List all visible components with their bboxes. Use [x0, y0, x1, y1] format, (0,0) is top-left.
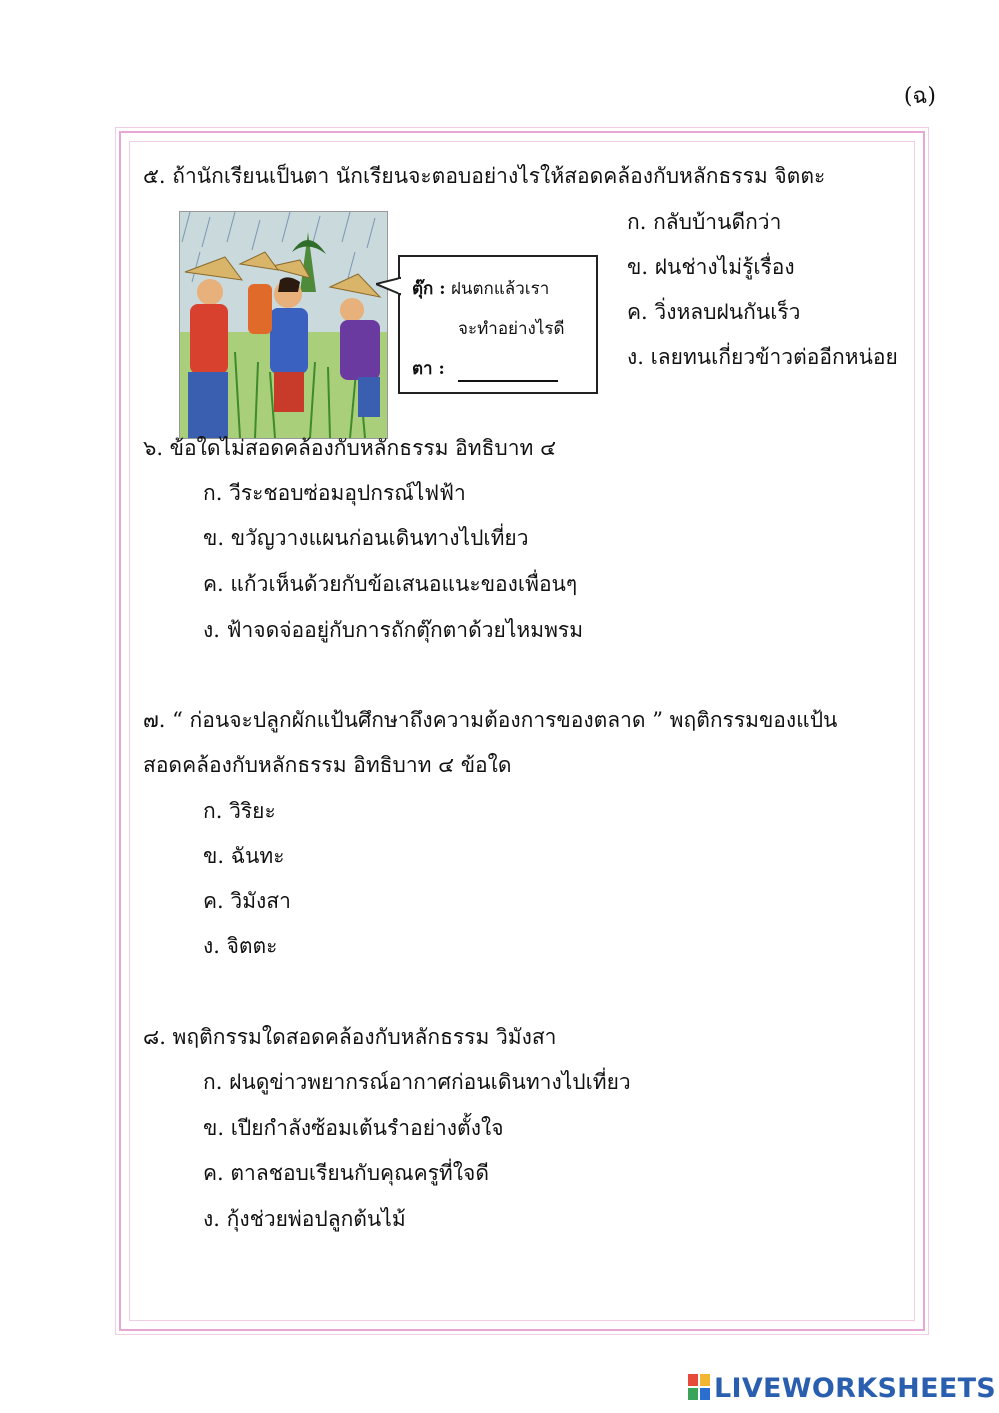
q6-option-b[interactable]: ข. ขวัญวางแผนก่อนเดินทางไปเที่ยว [203, 526, 529, 550]
bubble-line-2: จะทำอย่างไรดี [458, 319, 565, 339]
q7-option-b[interactable]: ข. ฉันทะ [203, 844, 285, 868]
question-8: ๘. พฤติกรรมใดสอดคล้องกับหลักธรรม วิมังสา [143, 1025, 557, 1049]
question-7-line-1: ๗. “ ก่อนจะปลูกผักแป้นศึกษาถึงความต้องการของตลาด ” พฤติกรรมของแป้น [143, 708, 838, 732]
q7-option-d[interactable]: ง. จิตตะ [203, 934, 278, 958]
q7-option-a[interactable]: ก. วิริยะ [203, 799, 276, 823]
q6-option-c[interactable]: ค. แก้วเห็นด้วยกับข้อเสนอแนะของเพื่อนๆ [203, 572, 578, 596]
speaker-ta: ตา : [412, 359, 445, 379]
question-7-line-2: สอดคล้องกับหลักธรรม อิทธิบาท ๔ ข้อใด [143, 753, 512, 777]
q5-option-b[interactable]: ข. ฝนช่างไม่รู้เรื่อง [627, 255, 795, 279]
bubble-pointer [376, 276, 402, 300]
liveworksheets-logo-icon [688, 1374, 710, 1400]
speech-bubble [398, 255, 598, 394]
rain-farmers-picture [180, 212, 387, 438]
q8-option-d[interactable]: ง. กุ้งช่วยพ่อปลูกต้นไม้ [203, 1207, 406, 1231]
page-label: (ฉ) [903, 84, 936, 109]
rice-harvest-rain-illustration [179, 211, 388, 439]
question-5: ๕. ถ้านักเรียนเป็นตา นักเรียนจะตอบอย่างไรให้สอดคล้องกับหลักธรรม จิตตะ [143, 164, 826, 188]
q5-option-a[interactable]: ก. กลับบ้านดีกว่า [627, 210, 782, 234]
liveworksheets-logo[interactable] [688, 1373, 996, 1404]
logo-text: LIVEWORKSHEETS [714, 1373, 997, 1404]
speaker-tuk: ตุ๊ก : [412, 279, 446, 299]
q6-option-d[interactable]: ง. ฟ้าจดจ่ออยู่กับการถักตุ๊กตาด้วยไหมพรม [203, 618, 584, 642]
q8-option-c[interactable]: ค. ตาลชอบเรียนกับคุณครูที่ใจดี [203, 1161, 489, 1185]
q6-option-a[interactable]: ก. วีระชอบซ่อมอุปกรณ์ไฟฟ้า [203, 481, 466, 505]
q8-option-b[interactable]: ข. เปียกำลังซ้อมเต้นรำอย่างตั้งใจ [203, 1116, 504, 1140]
q5-option-d[interactable]: ง. เลยทนเกี่ยวข้าวต่ออีกหน่อย [627, 345, 898, 369]
q7-option-c[interactable]: ค. วิมังสา [203, 889, 291, 913]
q5-option-c[interactable]: ค. วิ่งหลบฝนกันเร็ว [627, 300, 801, 324]
question-6: ๖. ข้อใดไม่สอดคล้องกับหลักธรรม อิทธิบาท ๔ [143, 436, 556, 460]
answer-blank[interactable] [458, 364, 558, 382]
bubble-line-1: ฝนตกแล้วเรา [450, 279, 550, 299]
q8-option-a[interactable]: ก. ฝนดูข่าวพยากรณ์อากาศก่อนเดินทางไปเที่ยว [203, 1070, 631, 1094]
